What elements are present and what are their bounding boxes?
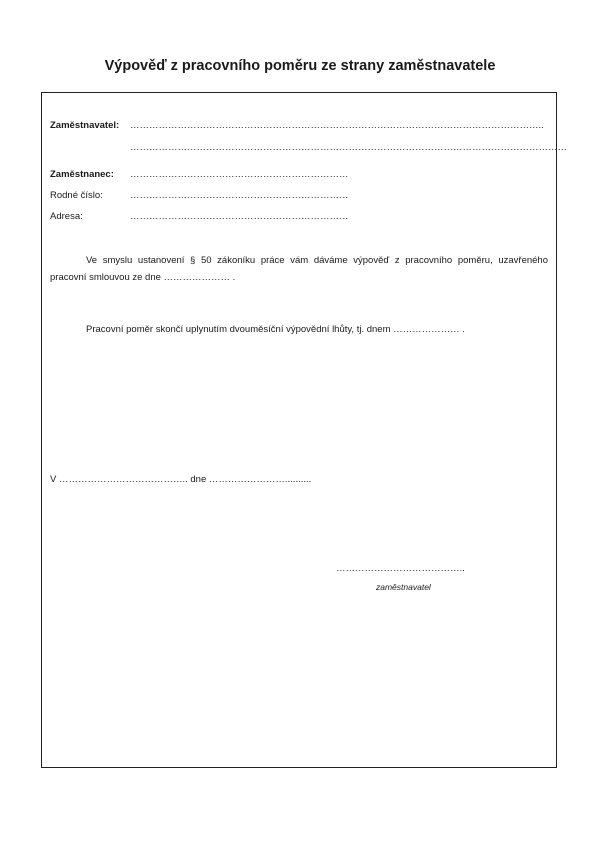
employer-label: Zaměstnavatel: (50, 120, 120, 131)
address-field[interactable]: …………………………………………………………… (130, 211, 349, 222)
form-frame (41, 92, 567, 768)
notice-paragraph: Ve smyslu ustanovení § 50 zákoníku práce vám dáváme výpověď z pracovního poměru, uzavřeného pracovní smlouvou ze dne ………………… . (50, 255, 548, 283)
employer-field-line-1[interactable]: ………………………………………………………………………………………………………………….. (130, 120, 544, 131)
employee-field[interactable]: …………………………………………………………… (130, 169, 349, 180)
birth-number-label: Rodné číslo: (50, 190, 103, 201)
employee-label: Zaměstnanec: (50, 169, 114, 180)
place-date-line[interactable]: V ………………………………….. dne …………………….......... (50, 474, 312, 485)
signature-line[interactable]: ………………………………….. (336, 563, 465, 574)
document-title: Výpověď z pracovního poměru ze strany zaměstnavatele (104, 58, 496, 74)
signature-label: zaměstnavatel (376, 582, 431, 592)
birth-number-field[interactable]: …………………………………………………………… (130, 190, 349, 201)
termination-paragraph: Pracovní poměr skončí uplynutím dvouměsíční výpovědní lhůty, tj. dnem ………………… . (86, 324, 465, 335)
employer-field-line-2[interactable]: ………………………………………………………………………………………………………………………… (130, 142, 567, 153)
address-label: Adresa: (50, 211, 83, 222)
